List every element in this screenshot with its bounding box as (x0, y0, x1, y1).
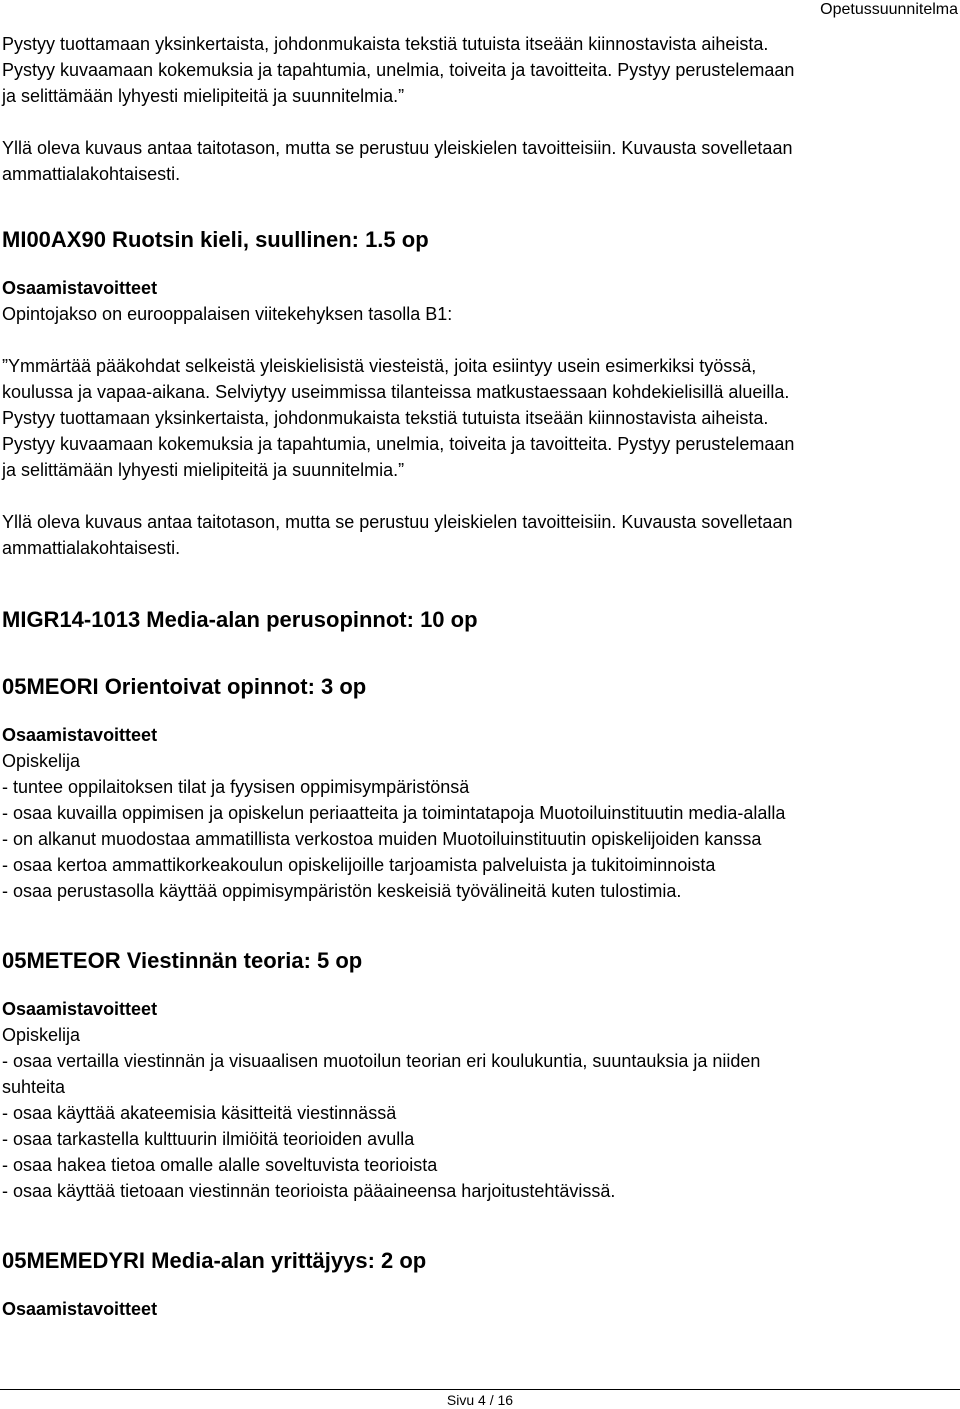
goal-list (2, 1048, 952, 1204)
section-label-osaamistavoitteet: Osaamistavoitteet (2, 1299, 158, 1319)
intro-note (2, 135, 952, 187)
list-item: - osaa perustasolla käyttää oppimisympäristön keskeisiä työvälineitä kuten tulostimia. (2, 881, 682, 901)
text-line: ja selittämään lyhyesti mielipiteitä ja suunnitelmia.” (2, 86, 405, 106)
course-heading-mi00ax90: MI00AX90 Ruotsin kieli, suullinen: 1.5 op (2, 227, 429, 252)
text-line: Yllä oleva kuvaus antaa taitotason, mutta se perustuu yleiskielen tavoitteisiin. Kuvausta sovelletaan (2, 138, 793, 158)
text-line: Pystyy kuvaamaan kokemuksia ja tapahtumia, unelmia, toiveita ja tavoitteita. Pystyy perustelemaan (2, 60, 795, 80)
footer-divider (0, 1389, 960, 1390)
list-item: - osaa hakea tietoa omalle alalle soveltuvista teorioista (2, 1155, 438, 1175)
section-label-osaamistavoitteet: Osaamistavoitteet (2, 999, 158, 1019)
section-label-osaamistavoitteet: Osaamistavoitteet (2, 725, 158, 745)
page-content (2, 31, 952, 1322)
list-item: - osaa käyttää tietoaan viestinnän teorioista pääaineensa harjoitustehtävissä. (2, 1181, 616, 1201)
text-line: ammattialakohtaisesti. (2, 538, 181, 558)
quote-paragraph (2, 353, 952, 483)
list-item: - osaa käyttää akateemisia käsitteitä viestinnässä (2, 1103, 397, 1123)
text-line: Pystyy tuottamaan yksinkertaista, johdonmukaista tekstiä tutuista itseään kiinnostavista aiheista. (2, 34, 769, 54)
text-line: ammattialakohtaisesti. (2, 164, 181, 184)
list-item: - osaa kuvailla oppimisen ja opiskelun periaatteita ja toimintatapoja Muotoiluinstituutin media-alalla (2, 803, 786, 823)
page-number: Sivu 4 / 16 (446, 1392, 514, 1408)
course-heading-05memedyri: 05MEMEDYRI Media-alan yrittäjyys: 2 op (2, 1248, 427, 1273)
list-item: - osaa vertailla viestinnän ja visuaalisen muotoilun teorian eri koulukuntia, suuntauksia ja niiden (2, 1051, 761, 1071)
text-line: Yllä oleva kuvaus antaa taitotason, mutta se perustuu yleiskielen tavoitteisiin. Kuvausta sovelletaan (2, 512, 793, 532)
list-item: - tuntee oppilaitoksen tilat ja fyysisen oppimisympäristönsä (2, 777, 470, 797)
module-heading-migr: MIGR14-1013 Media-alan perusopinnot: 10 op (2, 607, 478, 632)
text-line: koulussa ja vapaa-aikana. Selviytyy useimmissa tilanteissa matkustaessaan kohdekielisillä alueilla. (2, 382, 790, 402)
list-item: - osaa kertoa ammattikorkeakoulun opiskelijoille tarjoamista palveluista ja tukitoiminnoista (2, 855, 716, 875)
list-item: - osaa tarkastella kulttuurin ilmiöitä teorioiden avulla (2, 1129, 415, 1149)
note-paragraph (2, 509, 952, 561)
text-line: ja selittämään lyhyesti mielipiteitä ja suunnitelmia.” (2, 460, 405, 480)
text-line: Pystyy kuvaamaan kokemuksia ja tapahtumia, unelmia, toiveita ja tavoitteita. Pystyy perustelemaan (2, 434, 795, 454)
course-heading-05meori: 05MEORI Orientoivat opinnot: 3 op (2, 674, 367, 699)
subject-text: Opiskelija (2, 1025, 81, 1045)
list-item: - on alkanut muodostaa ammatillista verkostoa muiden Muotoiluinstituutin opiskelijoiden kanssa (2, 829, 762, 849)
text-line: Pystyy tuottamaan yksinkertaista, johdonmukaista tekstiä tutuista itseään kiinnostavista aiheista. (2, 408, 769, 428)
course-heading-05meteor: 05METEOR Viestinnän teoria: 5 op (2, 948, 363, 973)
subject-text: Opiskelija (2, 751, 81, 771)
text-line: ”Ymmärtää pääkohdat selkeistä yleiskielisistä viesteistä, joita esiintyy usein esimerkiksi työssä, (2, 356, 757, 376)
intro-paragraph (2, 31, 952, 109)
section-label-osaamistavoitteet: Osaamistavoitteet (2, 278, 158, 298)
goal-list (2, 774, 952, 904)
list-item: suhteita (2, 1077, 66, 1097)
running-header-title: Opetussuunnitelma (820, 1, 958, 18)
lead-text: Opintojakso on eurooppalaisen viitekehyksen tasolla B1: (2, 304, 453, 324)
